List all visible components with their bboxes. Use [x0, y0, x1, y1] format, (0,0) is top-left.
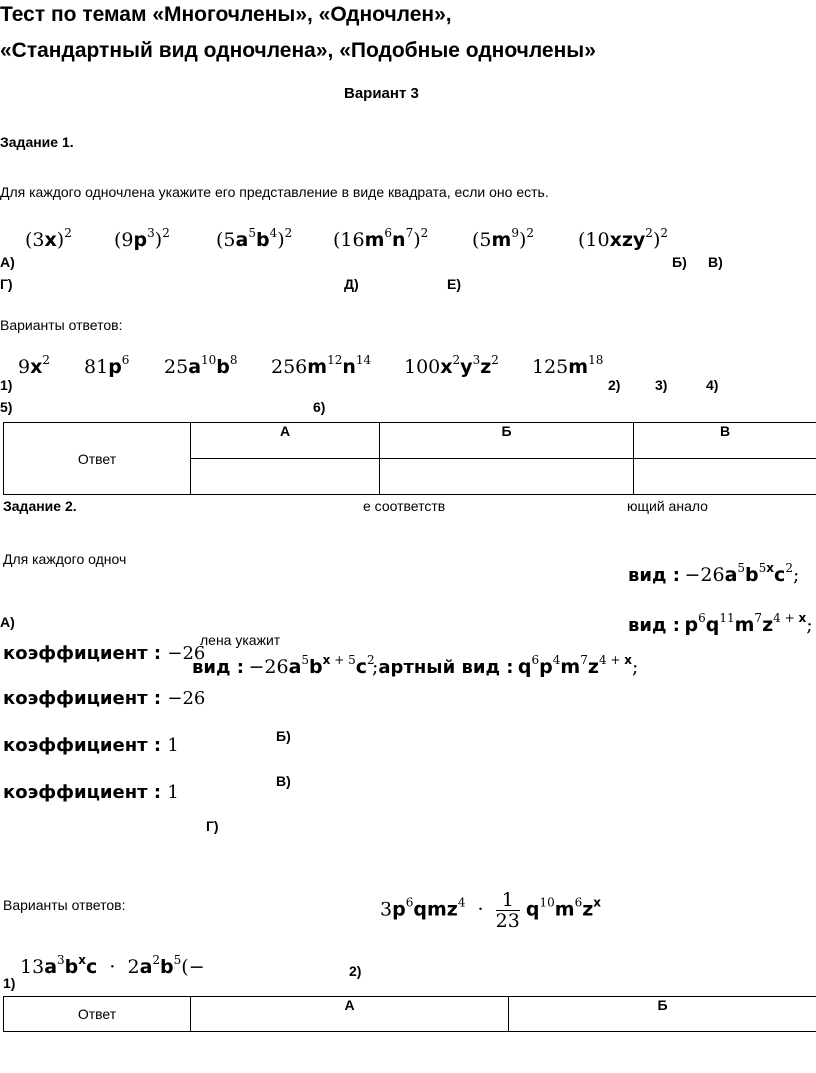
- column-header-a: А: [191, 423, 380, 459]
- option-label-2: 2): [608, 377, 621, 393]
- monomial-a: $(3x)^2$: [25, 226, 72, 251]
- task1-label-b: Б): [672, 254, 687, 270]
- answer-cell-a[interactable]: [191, 459, 380, 495]
- task2-answer-table: [3, 996, 816, 1032]
- task2-column-header-a: А: [191, 997, 509, 1032]
- answer-option-1: $9x^2$: [18, 353, 50, 378]
- answer-option-3: $25a^{10}b^8$: [164, 353, 238, 378]
- monomial-b: $(9p^3)^2$: [114, 226, 170, 251]
- task1-label-f: Е): [447, 276, 461, 292]
- standard-form-3: вид : $-26a^5b^{x + 5}c^2$: [192, 653, 375, 678]
- answer-option-5: $100x^2y^3z^2$: [404, 353, 499, 378]
- answer-option-4: $256m^{12}n^{14}$: [271, 353, 372, 378]
- task2-label-b: Б): [276, 728, 291, 744]
- task2-label-c: В): [276, 773, 291, 789]
- option-label-5: 5): [0, 399, 13, 415]
- task1-answer-table: [3, 422, 816, 495]
- answer-option-6: $125m^{18}$: [532, 353, 604, 378]
- standard-form-4: ;артный вид : $q^6p^4m^7z^{4 + x}$;: [372, 653, 639, 678]
- monomial-f: $(10xzy^2)^2$: [578, 226, 668, 251]
- task2-label-d: Г): [206, 818, 219, 834]
- coefficient-b: коэффициент : −26: [3, 688, 206, 709]
- task1-label-a: А): [0, 254, 15, 270]
- monomial-e: $(5m^9)^2$: [472, 226, 535, 251]
- answer-label-cell: Ответ: [4, 423, 191, 495]
- task1-heading: Задание 1.: [0, 134, 74, 150]
- task2-fragment-right: ющий анало: [627, 498, 708, 514]
- task1-label-d: Г): [0, 276, 13, 292]
- task1-label-c: В): [708, 254, 723, 270]
- vid-label-1: вид :: [628, 565, 681, 586]
- option-label-1: 1): [0, 377, 13, 393]
- variant-label: Вариант 3: [344, 85, 419, 102]
- option-label-3: 3): [655, 377, 668, 393]
- monomial-c: $(5a^5b^4)^2$: [216, 226, 293, 251]
- column-header-c: В: [634, 423, 816, 459]
- task2-answer-option-2: $3p^6qmz^4$ · $\frac{1}{23}$ $q^{10}m^6z^x$: [380, 889, 602, 932]
- monomial-d: $(16m^6n^7)^2$: [333, 226, 429, 251]
- task2-options-heading: Варианты ответов:: [3, 897, 126, 913]
- answer-cell-c[interactable]: [634, 459, 816, 495]
- option-label-4: 4): [706, 377, 719, 393]
- task2-answer-label-cell: Ответ: [4, 997, 191, 1032]
- task2-option-label-1: 1): [3, 975, 16, 991]
- coefficient-d: коэффициент : 1: [3, 782, 179, 803]
- task2-fragment-mid: е соответств: [363, 498, 446, 514]
- option-label-6: 6): [313, 399, 326, 415]
- task2-label-a: А): [0, 614, 15, 630]
- answer-option-2: $81p^6$: [84, 353, 130, 378]
- standard-form-1: вид : $-26a^5b^{5x}c^2$;: [628, 561, 800, 586]
- page-title-line1: Тест по темам «Многочлены», «Одночлен»,: [0, 3, 452, 26]
- vid-label-3: вид :: [192, 657, 245, 678]
- vid-label-2: вид :: [628, 615, 681, 636]
- task2-fragment-lena: лена укажит: [200, 632, 281, 648]
- task2-heading: Задание 2.: [3, 498, 77, 514]
- task1-instruction: Для каждого одночлена укажите его представление в виде квадрата, если оно есть.: [0, 184, 549, 200]
- task2-fragment-left: Для каждого одноч: [3, 551, 127, 567]
- answer-cell-b[interactable]: [380, 459, 634, 495]
- column-header-b: Б: [380, 423, 634, 459]
- task2-option-label-2: 2): [349, 963, 362, 979]
- page-title-line2: «Стандартный вид одночлена», «Подобные одночлены»: [0, 39, 596, 62]
- std-form-label: артный вид :: [378, 657, 514, 678]
- coefficient-c: коэффициент : 1: [3, 735, 179, 756]
- standard-form-2: вид : $p^6q^{11}m^7z^{4 + x}$;: [628, 611, 813, 636]
- task1-label-e: Д): [344, 276, 359, 292]
- task2-answer-option-1: $13a^3b^xc \cdot 2a^2b^5(-$: [20, 953, 205, 978]
- task2-column-header-b: Б: [509, 997, 816, 1032]
- task1-options-heading: Варианты ответов:: [0, 317, 123, 333]
- coefficient-a: коэффициент : −26: [3, 643, 206, 664]
